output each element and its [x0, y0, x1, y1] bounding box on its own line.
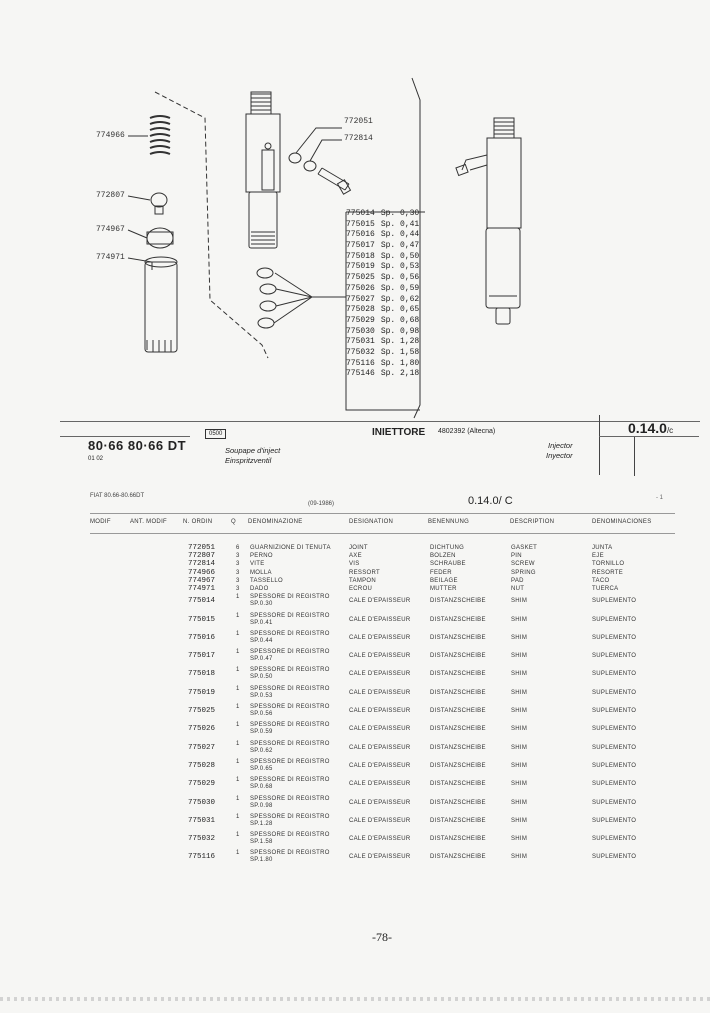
italian-name: SPESSORE DI REGISTRO: [250, 758, 330, 765]
italian-name-spec: SP.1.28: [250, 820, 273, 827]
shim-list-item: [346, 348, 426, 359]
spanish-name: SUPLEMENTO: [592, 799, 637, 806]
shim-thickness: Sp. 0,41: [380, 219, 420, 229]
callout-774971: 774971: [96, 253, 125, 262]
col-qty: Q: [231, 519, 236, 525]
french-name: TAMPON: [349, 577, 377, 584]
french-name: CALE D'EPAISSEUR: [349, 744, 411, 751]
spanish-name: EJE: [592, 553, 604, 560]
shim-list-item: [346, 369, 426, 380]
french-name: ECROU: [349, 586, 373, 592]
english-name: SHIM: [511, 836, 528, 843]
french-name: CALE D'EPAISSEUR: [349, 762, 411, 769]
french-name: JOINT: [349, 545, 368, 551]
quantity: 1: [236, 777, 240, 784]
shim-thickness: Sp. 0,59: [380, 283, 420, 293]
german-name: DISTANZSCHEIBE: [430, 854, 486, 861]
german-name: DISTANZSCHEIBE: [430, 781, 486, 788]
english-name: SHIM: [511, 781, 528, 788]
french-name: VIS: [349, 561, 360, 568]
french-name: CALE D'EPAISSEUR: [349, 653, 411, 660]
list-header-rule: [90, 533, 675, 534]
italian-name: SPESSORE DI REGISTRO: [250, 850, 330, 857]
callout-772051: 772051: [344, 117, 373, 126]
italian-name: SPESSORE DI REGISTRO: [250, 722, 330, 729]
shim-thickness: Sp. 0,30: [380, 209, 420, 218]
shim-code: 775017: [346, 241, 375, 251]
italian-name: SPESSORE DI REGISTRO: [250, 649, 330, 656]
part-number: 772814: [188, 560, 216, 569]
title-english: Injector: [548, 441, 573, 450]
english-name: SHIM: [511, 708, 528, 714]
italian-name: SPESSORE DI REGISTRO: [250, 594, 330, 601]
spanish-name: SUPLEMENTO: [592, 708, 637, 714]
callout-772814: 772814: [344, 134, 373, 143]
spanish-name: SUPLEMENTO: [592, 817, 637, 824]
model-subcode: 01 02: [88, 456, 104, 462]
shim-thickness: Sp. 0,56: [380, 273, 420, 283]
shim-list-item: [346, 295, 426, 306]
shim-list-item: [346, 316, 426, 327]
part-number: 775030: [188, 798, 216, 807]
italian-name-spec: SP.1.80: [250, 857, 273, 864]
german-name: DISTANZSCHEIBE: [430, 598, 486, 605]
english-name: SHIM: [511, 817, 528, 824]
spanish-name: SUPLEMENTO: [592, 726, 637, 733]
group-divider: [599, 415, 600, 475]
list-page-index: - 1: [656, 495, 664, 501]
shim-list-item: [346, 252, 426, 263]
quantity: 1: [236, 740, 240, 747]
german-name: DICHTUNG: [430, 545, 465, 551]
french-name: CALE D'EPAISSEUR: [349, 799, 411, 806]
part-number: 775032: [188, 835, 216, 844]
group-rule: [599, 436, 699, 437]
shim-list-item: [346, 209, 426, 220]
english-name: SPRING: [511, 569, 536, 576]
part-number: 775015: [188, 615, 216, 624]
german-name: BOLZEN: [430, 553, 456, 560]
shim-code: 775016: [346, 230, 375, 240]
list-group-code: 0.14.0/ C: [468, 495, 513, 507]
french-name: CALE D'EPAISSEUR: [349, 689, 411, 696]
shim-code: 775025: [346, 273, 375, 283]
german-name: DISTANZSCHEIBE: [430, 799, 486, 806]
french-name: CALE D'EPAISSEUR: [349, 854, 411, 861]
shim-code: 775027: [346, 294, 375, 304]
spanish-name: SUPLEMENTO: [592, 634, 637, 641]
spanish-name: SUPLEMENTO: [592, 616, 637, 623]
english-name: SHIM: [511, 799, 528, 806]
italian-name: SPESSORE DI REGISTRO: [250, 777, 330, 784]
english-name: SHIM: [511, 726, 528, 733]
spanish-name: TUERCA: [592, 586, 619, 592]
english-name: PAD: [511, 577, 524, 584]
shim-thickness: Sp. 1,80: [380, 358, 420, 368]
title-spanish: Inyector: [546, 451, 573, 460]
shim-code: 775015: [346, 219, 375, 229]
shim-thickness: Sp. 0,50: [380, 251, 420, 261]
french-name: CALE D'EPAISSEUR: [349, 598, 411, 605]
shim-code: 775019: [346, 262, 375, 272]
shim-code: 775146: [346, 369, 375, 379]
french-name: CALE D'EPAISSEUR: [349, 817, 411, 824]
quantity: 3: [236, 561, 240, 568]
shim-list-item: [346, 359, 426, 370]
spanish-name: TORNILLO: [592, 561, 625, 568]
shim-code: 775031: [346, 337, 375, 347]
italian-name: TASSELLO: [250, 577, 283, 584]
italian-name: SPESSORE DI REGISTRO: [250, 630, 330, 637]
italian-name: DADO: [250, 586, 269, 592]
italian-name: SPESSORE DI REGISTRO: [250, 685, 330, 692]
italian-name-spec: SP.1.58: [250, 839, 273, 846]
group-code: [628, 420, 673, 436]
german-name: SCHRAUBE: [430, 561, 466, 568]
english-name: SHIM: [511, 854, 528, 861]
italian-name: SPESSORE DI REGISTRO: [250, 795, 330, 802]
italian-name-spec: SP.0.56: [250, 711, 273, 717]
col-designation: DESIGNATION: [349, 519, 394, 525]
quantity: 3: [236, 553, 240, 560]
title-german: Einspritzventil: [225, 456, 272, 465]
french-name: CALE D'EPAISSEUR: [349, 726, 411, 733]
italian-name: SPESSORE DI REGISTRO: [250, 740, 330, 747]
quantity: 1: [236, 795, 240, 802]
spanish-name: JUNTA: [592, 545, 613, 551]
col-ant-modif: ANT. MODIF: [130, 519, 167, 525]
german-name: DISTANZSCHEIBE: [430, 689, 486, 696]
title-italian: INIETTORE: [372, 427, 426, 438]
shim-list-item: [346, 284, 426, 295]
model-name: 80·66 80·66 DT: [88, 438, 187, 453]
french-name: CALE D'EPAISSEUR: [349, 781, 411, 788]
german-name: DISTANZSCHEIBE: [430, 726, 486, 733]
quantity: 1: [236, 813, 240, 820]
part-number: 775019: [188, 688, 216, 697]
italian-name-spec: SP.0.44: [250, 637, 273, 644]
italian-name-spec: SP.0.30: [250, 601, 273, 608]
quantity: 3: [236, 569, 240, 576]
italian-name: PERNO: [250, 553, 273, 560]
spanish-name: SUPLEMENTO: [592, 598, 637, 605]
title-bar: [60, 420, 700, 480]
german-name: DISTANZSCHEIBE: [430, 671, 486, 678]
quantity: 3: [236, 577, 240, 584]
shim-code: 775029: [346, 315, 375, 325]
list-date: (09-1986): [308, 501, 335, 507]
part-number: 775025: [188, 707, 216, 715]
quantity: 1: [236, 630, 240, 637]
italian-name: MOLLA: [250, 569, 272, 576]
shim-thickness: Sp. 1,58: [380, 347, 420, 357]
shim-code: 775028: [346, 305, 375, 315]
spanish-name: SUPLEMENTO: [592, 762, 637, 769]
part-number: 775029: [188, 780, 216, 789]
german-name: BEILAGE: [430, 577, 458, 584]
col-description: DESCRIPTION: [510, 519, 555, 525]
english-name: PIN: [511, 553, 522, 560]
list-top-rule: [90, 513, 675, 514]
german-name: DISTANZSCHEIBE: [430, 744, 486, 751]
english-name: SHIM: [511, 616, 528, 623]
italian-name-spec: SP.0.47: [250, 656, 273, 663]
spanish-name: TACO: [592, 577, 610, 584]
french-name: CALE D'EPAISSEUR: [349, 836, 411, 843]
italian-name-spec: SP.0.65: [250, 765, 273, 772]
part-number: 774971: [188, 585, 216, 593]
italian-name-spec: SP.0.50: [250, 674, 273, 681]
german-name: MUTTER: [430, 586, 457, 592]
spanish-name: SUPLEMENTO: [592, 781, 637, 788]
german-name: DISTANZSCHEIBE: [430, 616, 486, 623]
shim-thickness: Sp. 0,62: [380, 294, 420, 304]
part-number: 775027: [188, 743, 216, 752]
italian-name: SPESSORE DI REGISTRO: [250, 612, 330, 619]
callout-772807: 772807: [96, 191, 125, 200]
group-code-suffix: /c: [666, 426, 674, 435]
shim-thickness-list: [346, 209, 426, 380]
quantity: 6: [236, 545, 240, 551]
part-number: 775014: [188, 597, 216, 606]
part-number: 775026: [188, 725, 216, 734]
shim-thickness: Sp. 1,28: [380, 337, 420, 347]
italian-name-spec: SP.0.41: [250, 619, 273, 626]
shim-thickness: Sp. 0,53: [380, 262, 420, 272]
exploded-diagram: [0, 0, 710, 420]
spanish-name: SUPLEMENTO: [592, 836, 637, 843]
shim-list-item: [346, 305, 426, 316]
spanish-name: SUPLEMENTO: [592, 744, 637, 751]
spanish-name: SUPLEMENTO: [592, 854, 637, 861]
english-name: SCREW: [511, 561, 535, 568]
part-number: 775031: [188, 816, 216, 825]
part-number: 775017: [188, 652, 216, 661]
french-name: AXE: [349, 553, 362, 560]
quantity: 1: [236, 704, 240, 710]
quantity: 1: [236, 612, 240, 619]
shim-code: 775018: [346, 251, 375, 261]
shim-thickness: Sp. 0,47: [380, 241, 420, 251]
part-number: 774967: [188, 576, 216, 585]
page-number: -78-: [372, 930, 392, 944]
list-model-header: FIAT 80.66-80.66DT: [90, 493, 145, 499]
col-modif: MODIF: [90, 519, 111, 525]
quantity: 3: [236, 586, 240, 592]
shim-list-item: [346, 327, 426, 338]
shim-thickness: Sp. 0,44: [380, 230, 420, 240]
shim-list-item: [346, 262, 426, 273]
french-name: CALE D'EPAISSEUR: [349, 708, 411, 714]
quantity: 1: [236, 850, 240, 857]
part-number: 774966: [188, 568, 216, 577]
shim-list-item: [346, 230, 426, 241]
shim-code: 775030: [346, 326, 375, 336]
german-name: DISTANZSCHEIBE: [430, 762, 486, 769]
shim-thickness: Sp. 0,68: [380, 315, 420, 325]
shim-thickness: Sp. 2,18: [380, 369, 420, 379]
part-number: 775016: [188, 633, 216, 642]
shim-code: 775026: [346, 283, 375, 293]
french-name: CALE D'EPAISSEUR: [349, 634, 411, 641]
quantity: 1: [236, 758, 240, 765]
french-name: RESSORT: [349, 569, 380, 576]
quantity: 1: [236, 832, 240, 839]
german-name: DISTANZSCHEIBE: [430, 836, 486, 843]
shim-thickness: Sp. 0,98: [380, 326, 420, 336]
english-name: SHIM: [511, 653, 528, 660]
part-number: 775018: [188, 670, 216, 679]
italian-name: VITE: [250, 561, 265, 568]
italian-name: SPESSORE DI REGISTRO: [250, 832, 330, 839]
english-name: SHIM: [511, 762, 528, 769]
german-name: DISTANZSCHEIBE: [430, 817, 486, 824]
section-code-box: 0500: [205, 429, 226, 439]
italian-name-spec: SP.0.53: [250, 692, 273, 699]
english-name: GASKET: [511, 545, 538, 551]
part-number: 772807: [188, 552, 216, 561]
group-code-number: 0.14.0: [628, 420, 667, 436]
english-name: SHIM: [511, 598, 528, 605]
german-name: DISTANZSCHEIBE: [430, 708, 486, 714]
italian-name-spec: SP.0.59: [250, 729, 273, 736]
italian-name-spec: SP.0.98: [250, 802, 273, 809]
callout-774966: 774966: [96, 131, 125, 140]
english-name: SHIM: [511, 634, 528, 641]
german-name: DISTANZSCHEIBE: [430, 653, 486, 660]
italian-name-spec: SP.0.68: [250, 784, 273, 791]
column-headers: [90, 519, 675, 531]
quantity: 1: [236, 722, 240, 729]
scan-edge: [0, 997, 710, 1001]
callout-774967: 774967: [96, 225, 125, 234]
italian-name: GUARNIZIONE DI TENUTA: [250, 545, 331, 551]
shim-list-item: [346, 337, 426, 348]
shim-list-item: [346, 273, 426, 284]
english-name: SHIM: [511, 671, 528, 678]
quantity: 1: [236, 594, 240, 601]
italian-name: SPESSORE DI REGISTRO: [250, 667, 330, 674]
german-name: FEDER: [430, 569, 452, 576]
french-name: CALE D'EPAISSEUR: [349, 616, 411, 623]
quantity: 1: [236, 649, 240, 656]
spanish-name: SUPLEMENTO: [592, 671, 637, 678]
spanish-name: SUPLEMENTO: [592, 689, 637, 696]
part-number: 775116: [188, 853, 216, 862]
title-french: Soupape d'inject: [225, 446, 281, 455]
part-reference: 4802392 (Altecna): [438, 428, 496, 435]
col-denominaciones: DENOMINACIONES: [592, 519, 652, 525]
part-number: 772051: [188, 544, 216, 552]
english-name: NUT: [511, 586, 525, 592]
shim-thickness: Sp. 0,65: [380, 305, 420, 315]
quantity: 1: [236, 667, 240, 674]
shim-code: 775014: [346, 209, 375, 218]
col-n-ordin: N. ORDIN: [183, 519, 213, 525]
french-name: CALE D'EPAISSEUR: [349, 671, 411, 678]
shim-code: 775032: [346, 347, 375, 357]
shim-code: 775116: [346, 358, 375, 368]
model-rule: [60, 436, 190, 437]
spanish-name: SUPLEMENTO: [592, 653, 637, 660]
spanish-name: RESORTE: [592, 569, 623, 576]
quantity: 1: [236, 685, 240, 692]
group-divider-2: [634, 436, 635, 476]
shim-list-item: [346, 241, 426, 252]
english-name: SHIM: [511, 689, 528, 696]
english-name: SHIM: [511, 744, 528, 751]
shim-list-item: [346, 220, 426, 231]
col-benennung: BENENNUNG: [428, 519, 470, 525]
german-name: DISTANZSCHEIBE: [430, 634, 486, 641]
italian-name: SPESSORE DI REGISTRO: [250, 813, 330, 820]
italian-name: SPESSORE DI REGISTRO: [250, 704, 330, 710]
italian-name-spec: SP.0.62: [250, 747, 273, 754]
part-number: 775028: [188, 761, 216, 770]
col-denominazione: DENOMINAZIONE: [248, 519, 303, 525]
